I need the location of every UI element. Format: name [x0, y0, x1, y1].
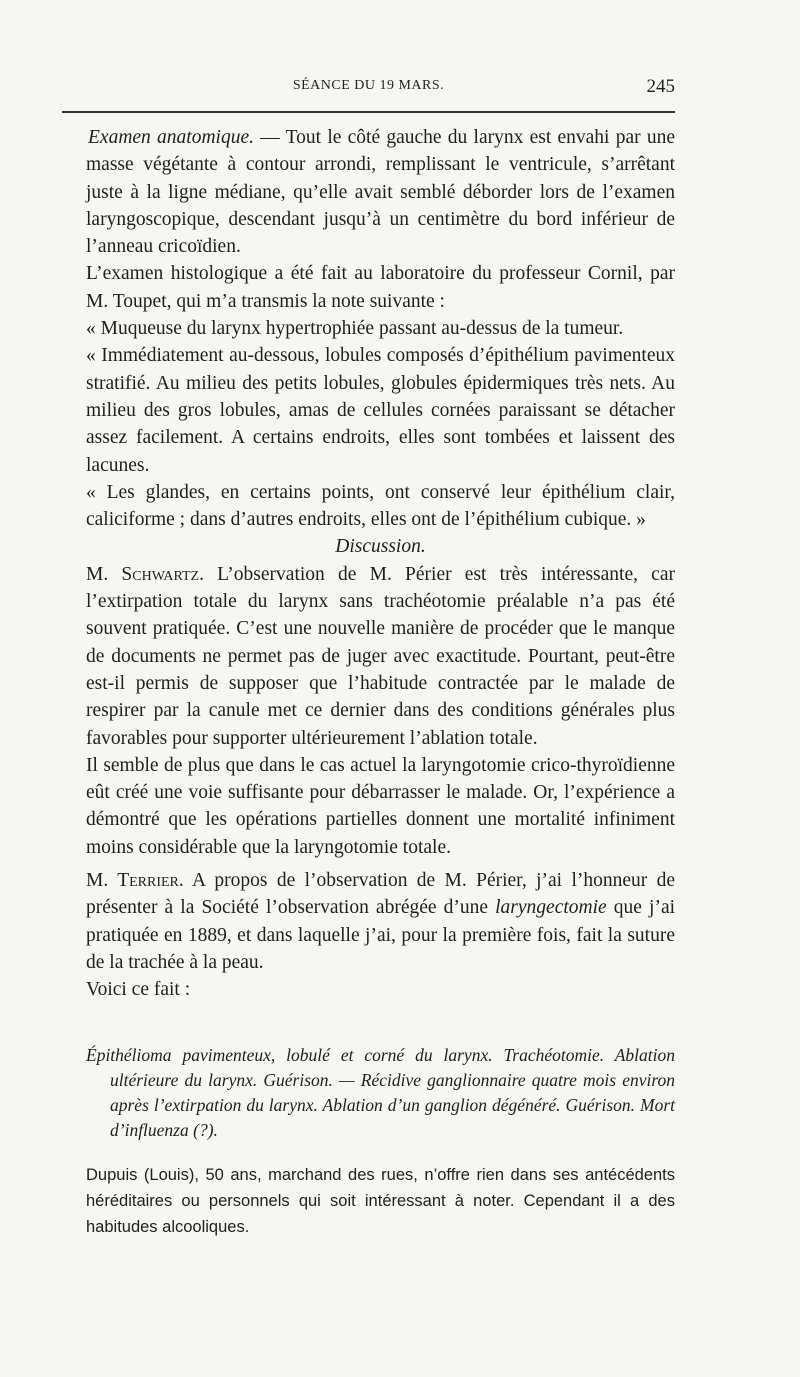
case-text: Dupuis (Louis), 50 ans, marchand des rues, n’offre rien dans ses antécédents héréditaires ou personnels qui soit intéressant à noter. Cependant il a des habitudes alcooliques. — [86, 1166, 675, 1236]
terrier-paragraph — [86, 867, 675, 976]
running-header — [62, 74, 675, 104]
case-body — [86, 1162, 675, 1240]
header-rule — [62, 111, 675, 113]
schwartz-paragraph — [86, 561, 675, 752]
case-title: Épithélioma pavimenteux, lobulé et corné du larynx. Trachéotomie. Ablation ultérieure du larynx. Guérison. — Récidive ganglionnaire quatre mois environ après l’extirpation du larynx. Ablation d’un ganglion dégénéré. Guérison. Mort d’influenza (?). — [86, 1045, 675, 1140]
terrier-text-b: que j’ai pratiquée en 1889, et dans laquelle j’ai, pour la première fois, fait la suture de la trachée à la peau. — [86, 897, 676, 973]
case-title-block — [86, 1043, 675, 1143]
histology-quote-3: « Les glandes, en certains points, ont conservé leur épithélium clair, caliciforme ; dans d’autres endroits, elles ont de l’épithélium cubique. » — [86, 481, 675, 531]
running-title: SÉANCE DU 19 MARS. — [292, 78, 445, 93]
voici-line: Voici ce fait : — [86, 979, 191, 1001]
exam-text: — Tout le côté gauche du larynx est envahi par une masse végétante à contour arrondi, remplissant le ventricule, s’arrêtant juste à la ligne médiane, qu’elle avait semblé déborder lors de l’examen laryngoscopique, descendant jusqu’à un centimètre du bord inférieur de l’anneau cricoïdien. — [86, 127, 675, 258]
histology-quote-2: « Immédiatement au-dessous, lobules composés d’épithélium pavimenteux stratifié. Au milieu des petits lobules, globules épidermiques très nets. Au milieu des gros lobules, amas de cellules cornées paraissant se détacher assez facilement. A certains endroits, elles sont tombées et laissent des lacunes. — [86, 345, 675, 476]
speaker-schwartz: M. Schwartz. — [86, 563, 204, 585]
schwartz-text: L’observation de M. Périer est très intéressante, car l’extirpation totale du larynx sans trachéotomie préalable n’a pas été souvent pratiquée. C’est une nouvelle manière de procéder que le manque de documents ne permet pas de juger avec exactitude. Pourtant, peut-être est-il permis de supposer que l’habitude contractée par le malade de respirer par la canule met ce dernier dans des conditions générales plus favorables pour supporter ultérieurement l’ablation totale. — [86, 563, 675, 749]
discussion-heading: Discussion. — [335, 536, 426, 558]
speaker-terrier: M. Terrier. — [86, 870, 184, 892]
main-text — [86, 124, 675, 1004]
terrier-text-a: A propos de l’observation de M. Périer, j’ai l’honneur de présenter à la Société l’observation abrégée d’une — [86, 870, 675, 919]
page-number: 245 — [646, 76, 675, 97]
histology-intro: L’examen histologique a été fait au laboratoire du professeur Cornil, par M. Toupet, qui m’a transmis la note suivante : — [86, 263, 675, 312]
exam-paragraph — [86, 124, 675, 260]
terrier-italic: laryngectomie — [495, 897, 607, 919]
histology-quote-1: « Muqueuse du larynx hypertrophiée passant au-dessus de la tumeur. — [86, 318, 624, 340]
exam-label: Examen anatomique. — [88, 127, 254, 148]
schwartz-paragraph-2: Il semble de plus que dans le cas actuel la laryngotomie crico-thyroïdienne eût créé une voie suffisante pour débarrasser le malade. Or, l’expérience a démontré que les opérations partielles donnent une mortalité infiniment moins considérable que la laryngotomie totale. — [86, 754, 675, 858]
